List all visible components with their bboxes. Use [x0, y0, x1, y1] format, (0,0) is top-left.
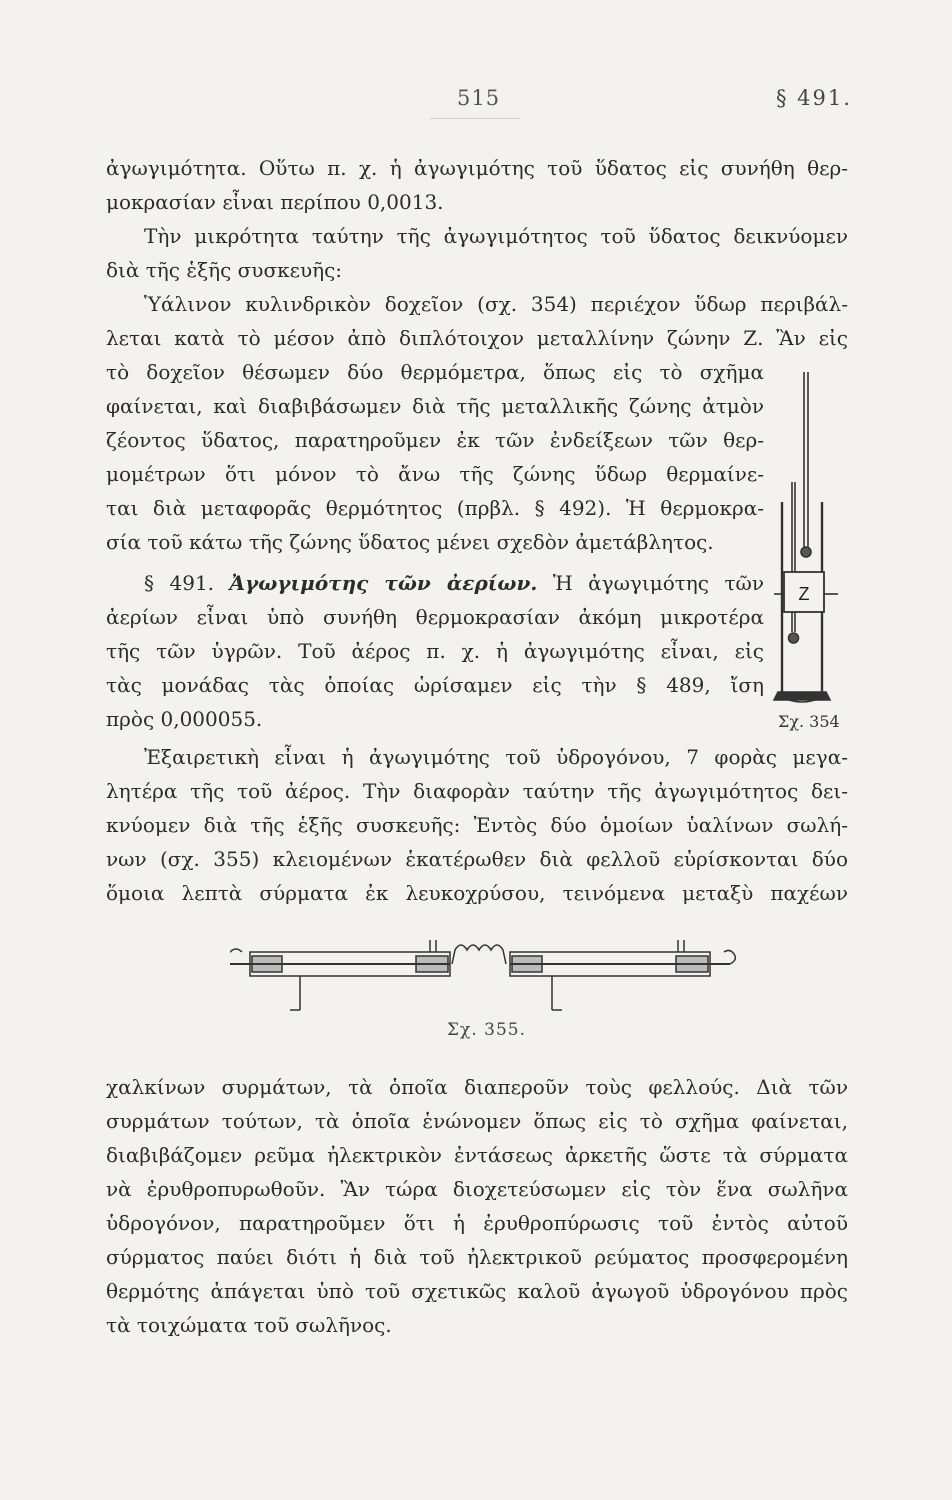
text-line: μοκρασίαν εἶναι περίπου 0,0013. [106, 190, 444, 214]
page-number: 515 [457, 86, 501, 110]
text-line: κνύομεν διὰ τῆς ἑξῆς συσκευῆς: Ἐντὸς δύο ὁμοίων ὑαλίνων σωλή- [106, 813, 848, 837]
figure-355-tubes [230, 930, 770, 1016]
section-heading-line [106, 566, 764, 600]
figure-355-caption: Σχ. 355. [447, 1020, 526, 1040]
text-line: νων (σχ. 355) κλειομένων ἑκατέρωθεν διὰ φελλοῦ εὑρίσκονται δύο [106, 847, 848, 871]
text-line: θερμότης ἀπάγεται ὑπὸ τοῦ σχετικῶς καλοῦ ἀγωγοῦ ὑδρογόνου πρὸς [106, 1279, 848, 1303]
text-line: Τὴν μικρότητα ταύτην τῆς ἀγωγιμότητος τοῦ ὕδατος δεικνύομεν [144, 224, 848, 248]
text-line: ὅμοια λεπτὰ σύρματα ἐκ λευκοχρύσου, τεινόμενα μεταξὺ παχέων [106, 881, 848, 905]
running-section-number: § 491. [776, 86, 852, 110]
text-line: συρμάτων τούτων, τὰ ὁποῖα ἑνώνομεν ὅπως εἰς τὸ σχῆμα φαίνεται, [106, 1109, 848, 1133]
text-line: σία τοῦ κάτω τῆς ζώνης ὕδατος μένει σχεδὸν ἀμετάβλητος. [106, 530, 714, 554]
text-span: Ἡ ἀγωγιμότης τῶν [552, 571, 765, 595]
header-rule [430, 118, 520, 119]
figure-354-caption: Σχ. 354 [778, 712, 840, 731]
text-line: λητέρα τῆς τοῦ ἀέρος. Τὴν διαφορὰν ταύτην τῆς ἀγωγιμότητος δει- [106, 779, 848, 803]
section-title: Ἀγωγιμότης τῶν ἀερίων. [229, 571, 538, 595]
text-line: τὰ τοιχώματα τοῦ σωλῆνος. [106, 1313, 392, 1337]
text-line: Ὑάλινον κυλινδρικὸν δοχεῖον (σχ. 354) περιέχον ὕδωρ περιβάλ- [144, 292, 848, 316]
text-line: διὰ τῆς ἑξῆς συσκευῆς: [106, 258, 343, 282]
text-line: Ἐξαιρετικὴ εἶναι ἡ ἀγωγιμότης τοῦ ὑδρογόνου, 7 φορὰς μεγα- [144, 745, 848, 769]
text-line: λεται κατὰ τὸ μέσον ἀπὸ διπλότοιχον μεταλλίνην ζώνην Ζ. Ἂν εἰς [106, 326, 848, 350]
text-line: χαλκίνων συρμάτων, τὰ ὁποῖα διαπεροῦν τοὺς φελλούς. Διὰ τῶν [106, 1075, 848, 1099]
text-line: ζέοντος ὕδατος, παρατηροῦμεν ἐκ τῶν ἐνδείξεων τῶν θερ- [106, 428, 764, 452]
text-line: σύρματος παύει διότι ἡ διὰ τοῦ ἠλεκτρικοῦ ρεύματος προσφερομένη [106, 1245, 848, 1269]
text-line: φαίνεται, καὶ διαβιβάσωμεν διὰ τῆς μεταλλικῆς ζώνης ἀτμὸν [106, 394, 764, 418]
text-line: ἀερίων εἶναι ὑπὸ συνήθη θερμοκρασίαν ἀκόμη μικροτέρα [106, 605, 764, 629]
text-line: ται διὰ μεταφορᾶς θερμότητος (πρβλ. § 492). Ἡ θερμοκρα- [106, 496, 764, 520]
section-number: § 491. [144, 571, 215, 595]
text-line: νὰ ἐρυθροπυρωθοῦν. Ἂν τώρα διοχετεύσωμεν εἰς τὸν ἕνα σωλῆνα [106, 1177, 848, 1201]
text-line: ὑδρογόνον, παρατηροῦμεν ὅτι ἡ ἐρυθροπύρωσις τοῦ ἐντὸς αὐτοῦ [106, 1211, 848, 1235]
text-line: ἀγωγιμότητα. Οὕτω π. χ. ἡ ἀγωγιμότης τοῦ ὕδατος εἰς συνήθη θερ- [106, 156, 848, 180]
text-line: τὸ δοχεῖον θέσωμεν δύο θερμόμετρα, ὅπως εἰς τὸ σχῆμα [106, 360, 764, 384]
text-line: διαβιβάζομεν ρεῦμα ἠλεκτρικὸν ἐντάσεως ἀρκετῆς ὥστε τὰ σύρματα [106, 1143, 848, 1167]
zone-label: Z [798, 584, 810, 604]
figure-354-vessel [770, 362, 850, 712]
text-line: μομέτρων ὅτι μόνον τὸ ἄνω τῆς ζώνης ὕδωρ θερμαίνε- [106, 462, 764, 486]
text-line: τῆς τῶν ὑγρῶν. Τοῦ ἀέρος π. χ. ἡ ἀγωγιμότης εἶναι, εἰς [106, 639, 764, 663]
text-line: τὰς μονάδας τὰς ὁποίας ὡρίσαμεν εἰς τὴν § 489, ἴση [106, 673, 764, 697]
text-line: πρὸς 0,000055. [106, 707, 263, 731]
